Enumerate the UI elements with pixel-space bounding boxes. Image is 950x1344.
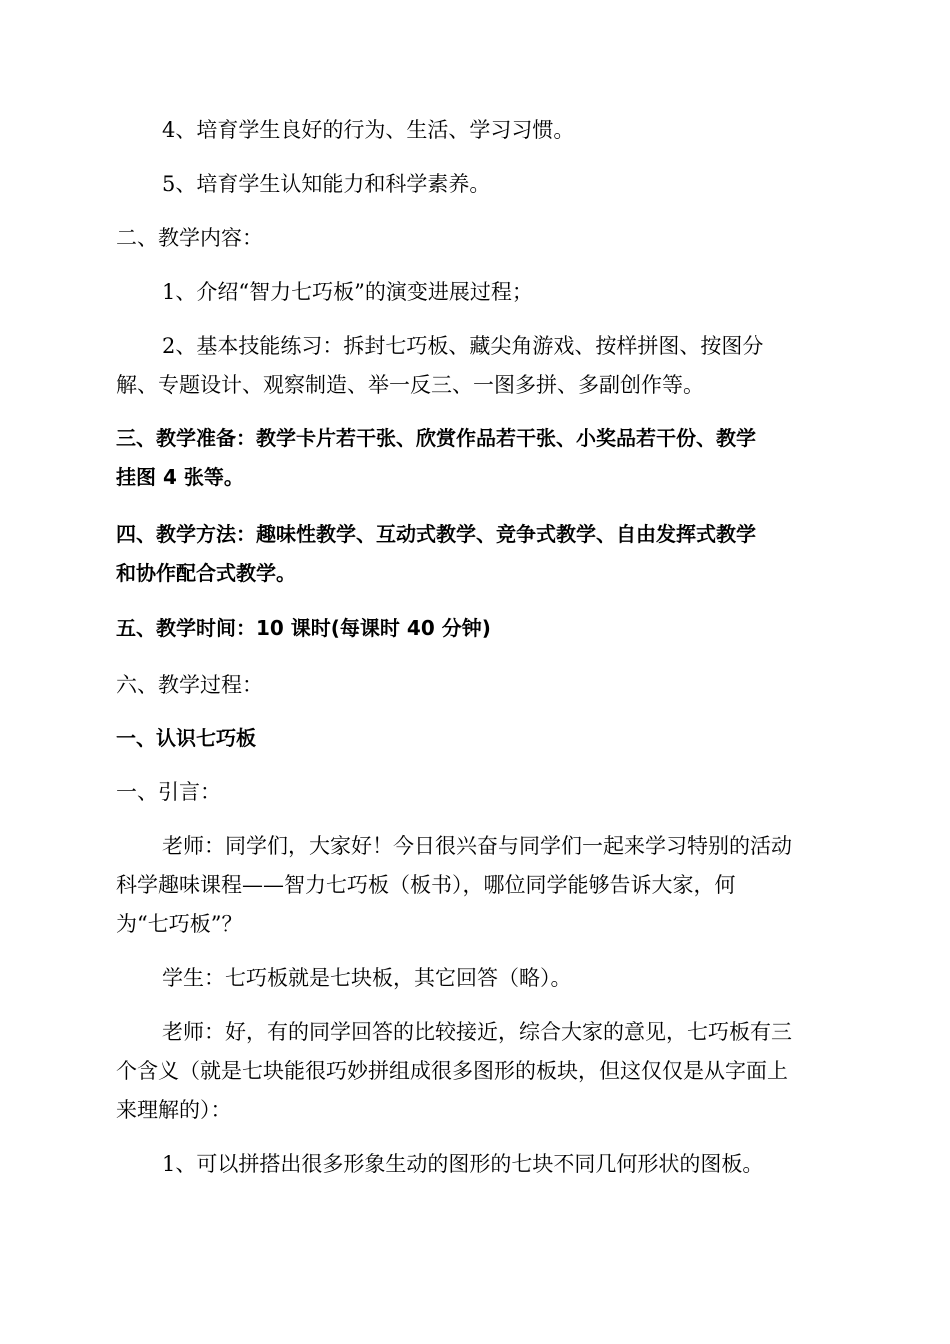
heading-teaching-process: 六、教学过程： <box>116 673 263 697</box>
paragraph-meaning-1: 1、可以拼搭出很多形象生动的图形的七块不同几何形状的图板。 <box>162 1152 764 1176</box>
paragraph-teacher-1-line1: 老师：同学们，大家好！今日很兴奋与同学们一起来学习特别的活动 <box>162 834 792 858</box>
heading-introduction: 一、引言： <box>116 780 221 804</box>
heading-teaching-time: 五、教学时间：10 课时(每课时 40 分钟) <box>116 616 491 640</box>
paragraph-content-2-line2: 解、专题设计、观察制造、举一反三、一图多拼、多副创作等。 <box>116 373 704 397</box>
paragraph-teacher-2-line3: 来理解的）： <box>116 1098 232 1122</box>
heading-teaching-method-line2: 和协作配合式教学。 <box>116 561 296 585</box>
paragraph-student-answer: 学生：七巧板就是七块板，其它回答（略）。 <box>162 966 572 990</box>
paragraph-content-2-line1: 2、基本技能练习：拆封七巧板、藏尖角游戏、按样拼图、按图分 <box>162 334 764 358</box>
heading-teaching-method-line1: 四、教学方法：趣味性教学、互动式教学、竞争式教学、自由发挥式教学 <box>116 522 756 546</box>
paragraph-teacher-2-line2: 个含义（就是七块能很巧妙拼组成很多图形的板块，但这仅仅是从字面上 <box>116 1059 788 1083</box>
paragraph-teacher-1-line2: 科学趣味课程——智力七巧板（板书），哪位同学能够告诉大家，何 <box>116 873 736 897</box>
heading-know-tangram: 一、认识七巧板 <box>116 726 256 750</box>
paragraph-goal-4: 4、培育学生良好的行为、生活、学习习惯。 <box>162 118 575 142</box>
paragraph-content-1: 1、介绍“智力七巧板”的演变进展过程； <box>162 280 533 304</box>
paragraph-goal-5: 5、培育学生认知能力和科学素养。 <box>162 172 491 196</box>
heading-teaching-content: 二、教学内容： <box>116 226 263 250</box>
heading-teaching-prep-line1: 三、教学准备：教学卡片若干张、欣赏作品若干张、小奖品若干份、教学 <box>116 426 756 450</box>
paragraph-teacher-2-line1: 老师：好，有的同学回答的比较接近，综合大家的意见，七巧板有三 <box>162 1020 792 1044</box>
paragraph-teacher-1-line3: 为“七巧板”？ <box>116 912 243 936</box>
heading-teaching-prep-line2: 挂图 4 张等。 <box>116 465 244 489</box>
